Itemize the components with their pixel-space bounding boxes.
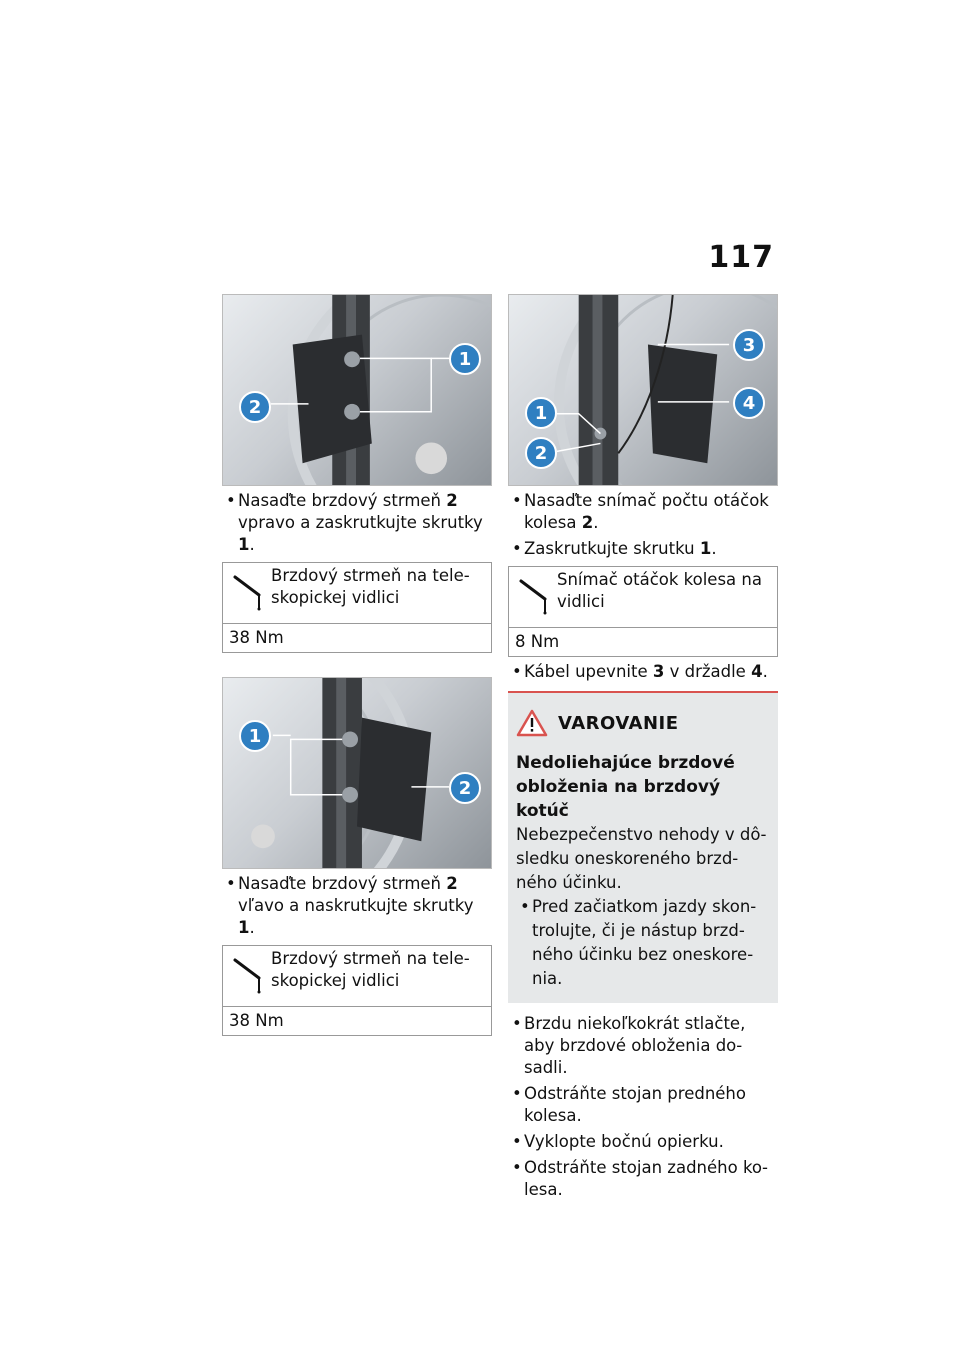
ref-number: 4 xyxy=(751,662,763,681)
ref-number: 2 xyxy=(446,874,458,893)
ref-number: 2 xyxy=(446,491,458,510)
step-text: Zaskrutkujte skrutku xyxy=(524,539,700,558)
caliper-right-illustration xyxy=(223,295,491,485)
step-remove-front-stand: • Odstráňte stojan predného kolesa. xyxy=(508,1083,778,1127)
step-fold-kickstand: • Vyklopte bočnú opierku. xyxy=(508,1131,778,1153)
warning-bullet: • Pred začiatkom jazdy skontrolujte, či je nástup brzdného účinku bez oneskorenia. xyxy=(516,895,770,991)
step-text-2: v držadle xyxy=(664,662,752,681)
step-mount-caliper-right xyxy=(222,490,492,556)
step-text: Nasaďte brzdový strmeň xyxy=(238,491,447,510)
callout-3: 3 xyxy=(733,329,765,361)
step-text: Nasaďte snímač počtu otáčok kolesa xyxy=(524,491,769,532)
torque-wrench-icon xyxy=(233,571,267,611)
callout-1: 1 xyxy=(239,720,271,752)
step-mount-speed-sensor xyxy=(508,490,778,534)
step-end: . xyxy=(593,513,599,532)
right-column xyxy=(508,294,778,1201)
torque-wrench-icon xyxy=(519,575,553,615)
step-end: . xyxy=(249,535,255,554)
torque-spec-box xyxy=(222,945,492,1036)
callout-1: 1 xyxy=(525,397,557,429)
caliper-right-photo xyxy=(222,294,492,486)
step-tighten-screw xyxy=(508,538,778,560)
step-text-2: vpravo a zaskrutkujte skrutky xyxy=(238,513,483,532)
warning-header xyxy=(516,709,770,737)
warning-text: Nebezpečenstvo nehody v dôsledku oneskoreného brzdného účinku. xyxy=(516,825,767,892)
ref-number: 1 xyxy=(699,539,712,558)
step-mount-caliper-left xyxy=(222,873,492,939)
torque-spec-box xyxy=(508,566,778,657)
warning-box xyxy=(508,691,778,1003)
callout-2: 2 xyxy=(525,437,557,469)
ref-number: 1 xyxy=(238,918,250,937)
callout-2: 2 xyxy=(449,772,481,804)
torque-value: 38 Nm xyxy=(229,628,284,647)
ref-number: 3 xyxy=(652,662,665,681)
warning-triangle-icon xyxy=(516,709,548,737)
step-end: . xyxy=(711,539,717,558)
torque-spec-header xyxy=(223,946,491,1007)
step-text-2: vľavo a naskrutkujte skrutky xyxy=(238,896,474,915)
callout-2: 2 xyxy=(239,391,271,423)
ref-number: 2 xyxy=(581,513,594,532)
step-end: . xyxy=(762,662,768,681)
torque-spec-box xyxy=(222,562,492,653)
torque-spec-header xyxy=(509,567,777,628)
torque-label: Brzdový strmeň na teleskopickej vidlici xyxy=(271,566,470,607)
page-number: 117 xyxy=(708,240,774,275)
warning-title: VAROVANIE xyxy=(558,712,679,734)
left-column xyxy=(222,294,492,1036)
torque-spec-header xyxy=(223,563,491,624)
caliper-left-photo xyxy=(222,677,492,869)
torque-value: 38 Nm xyxy=(229,1011,284,1030)
step-end: . xyxy=(249,918,255,937)
caliper-left-illustration xyxy=(223,678,491,868)
step-fasten-cable xyxy=(508,661,778,683)
step-text: Kábel upevnite xyxy=(524,662,653,681)
speed-sensor-photo xyxy=(508,294,778,486)
torque-label: Brzdový strmeň na teleskopickej vidlici xyxy=(271,949,470,990)
torque-wrench-icon xyxy=(233,954,267,994)
torque-value: 8 Nm xyxy=(515,632,560,651)
callout-4: 4 xyxy=(733,387,765,419)
ref-number: 1 xyxy=(238,535,250,554)
step-press-brake: • Brzdu niekoľkokrát stlačte, aby brzdové obloženia dosadli. xyxy=(508,1013,778,1079)
torque-label: Snímač otáčok kolesa na vidlici xyxy=(557,570,762,611)
step-remove-rear-stand: • Odstráňte stojan zadného kolesa. xyxy=(508,1157,778,1201)
warning-heading: Nedoliehajúce brzdové obloženia na brzdový kotúč xyxy=(516,753,735,821)
callout-1: 1 xyxy=(449,343,481,375)
step-text: Nasaďte brzdový strmeň xyxy=(238,874,447,893)
